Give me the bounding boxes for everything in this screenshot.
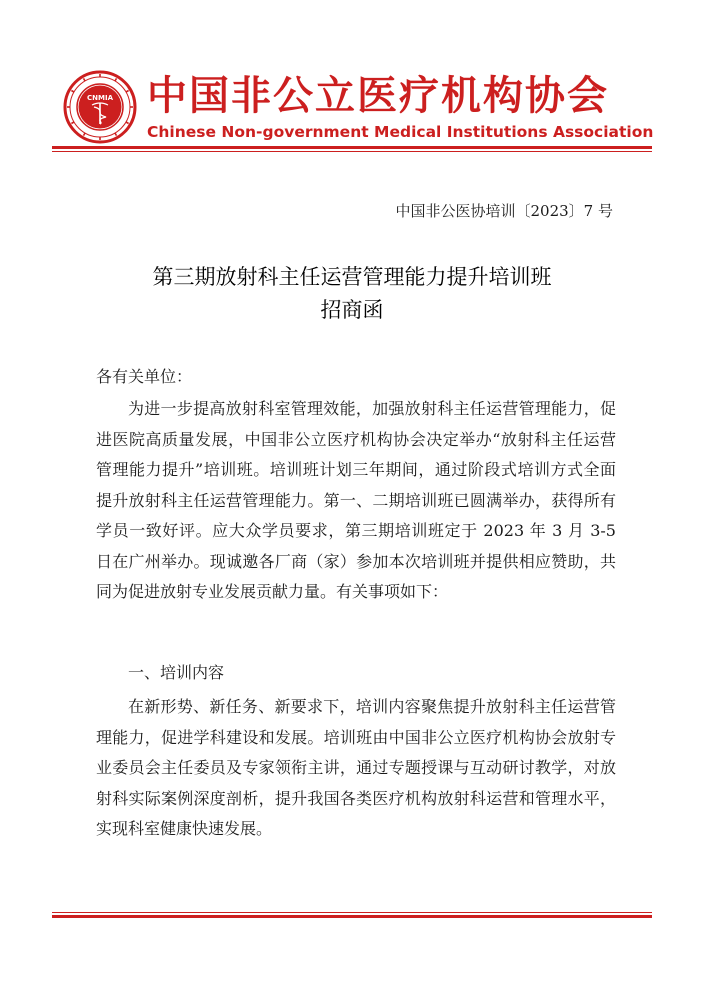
header-rule-thick (52, 146, 652, 149)
logo-abbreviation: CNMIA (87, 94, 113, 102)
organization-name-cn: 中国非公立医疗机构协会 (147, 73, 609, 119)
salutation: 各有关单位： (96, 367, 193, 386)
document-title: 第三期放射科主任运营管理能力提升培训班 (152, 265, 552, 289)
footer-rule-thick (52, 915, 652, 918)
section-heading-training-content: 一、培训内容 (128, 663, 225, 682)
document-title-line2: 招商函 (320, 298, 384, 322)
section-body-training-content: 在新形势、新任务、新要求下，培训内容聚焦提升放射科主任运营管理能力，促进学科建设和发展。培训班由中国非公立医疗机构协会放射专业委员会主任委员及专家领衔主讲，通过专题授课与互动研讨教学，对放射科实际案例深度剖析，提升我国各类医疗机构放射科运营和管理水平，实现科室健康快速发展。 (96, 697, 616, 838)
association-logo (63, 70, 137, 144)
footer-rule-thin (52, 912, 652, 913)
organization-name-en: Chinese Non-government Medical Institutions Association (147, 123, 654, 141)
document-number: 中国非公医协培训〔2023〕7 号 (395, 202, 613, 220)
header-rule-thin (52, 151, 652, 152)
intro-paragraph: 为进一步提高放射科室管理效能，加强放射科主任运营管理能力，促进医院高质量发展，中国非公立医疗机构协会决定举办“放射科主任运营管理能力提升”培训班。培训班计划三年期间，通过阶段式培训方式全面提升放射科主任运营管理能力。第一、二期培训班已圆满举办，获得所有学员一致好评。应大众学员要求，第三期培训班定于 2023 年 3 月 3-5 日在广州举办。现诚邀各厂商（家）参加本次培训班并提供相应赞助，共同为促进放射专业发展贡献力量。有关事项如下： (96, 399, 616, 601)
